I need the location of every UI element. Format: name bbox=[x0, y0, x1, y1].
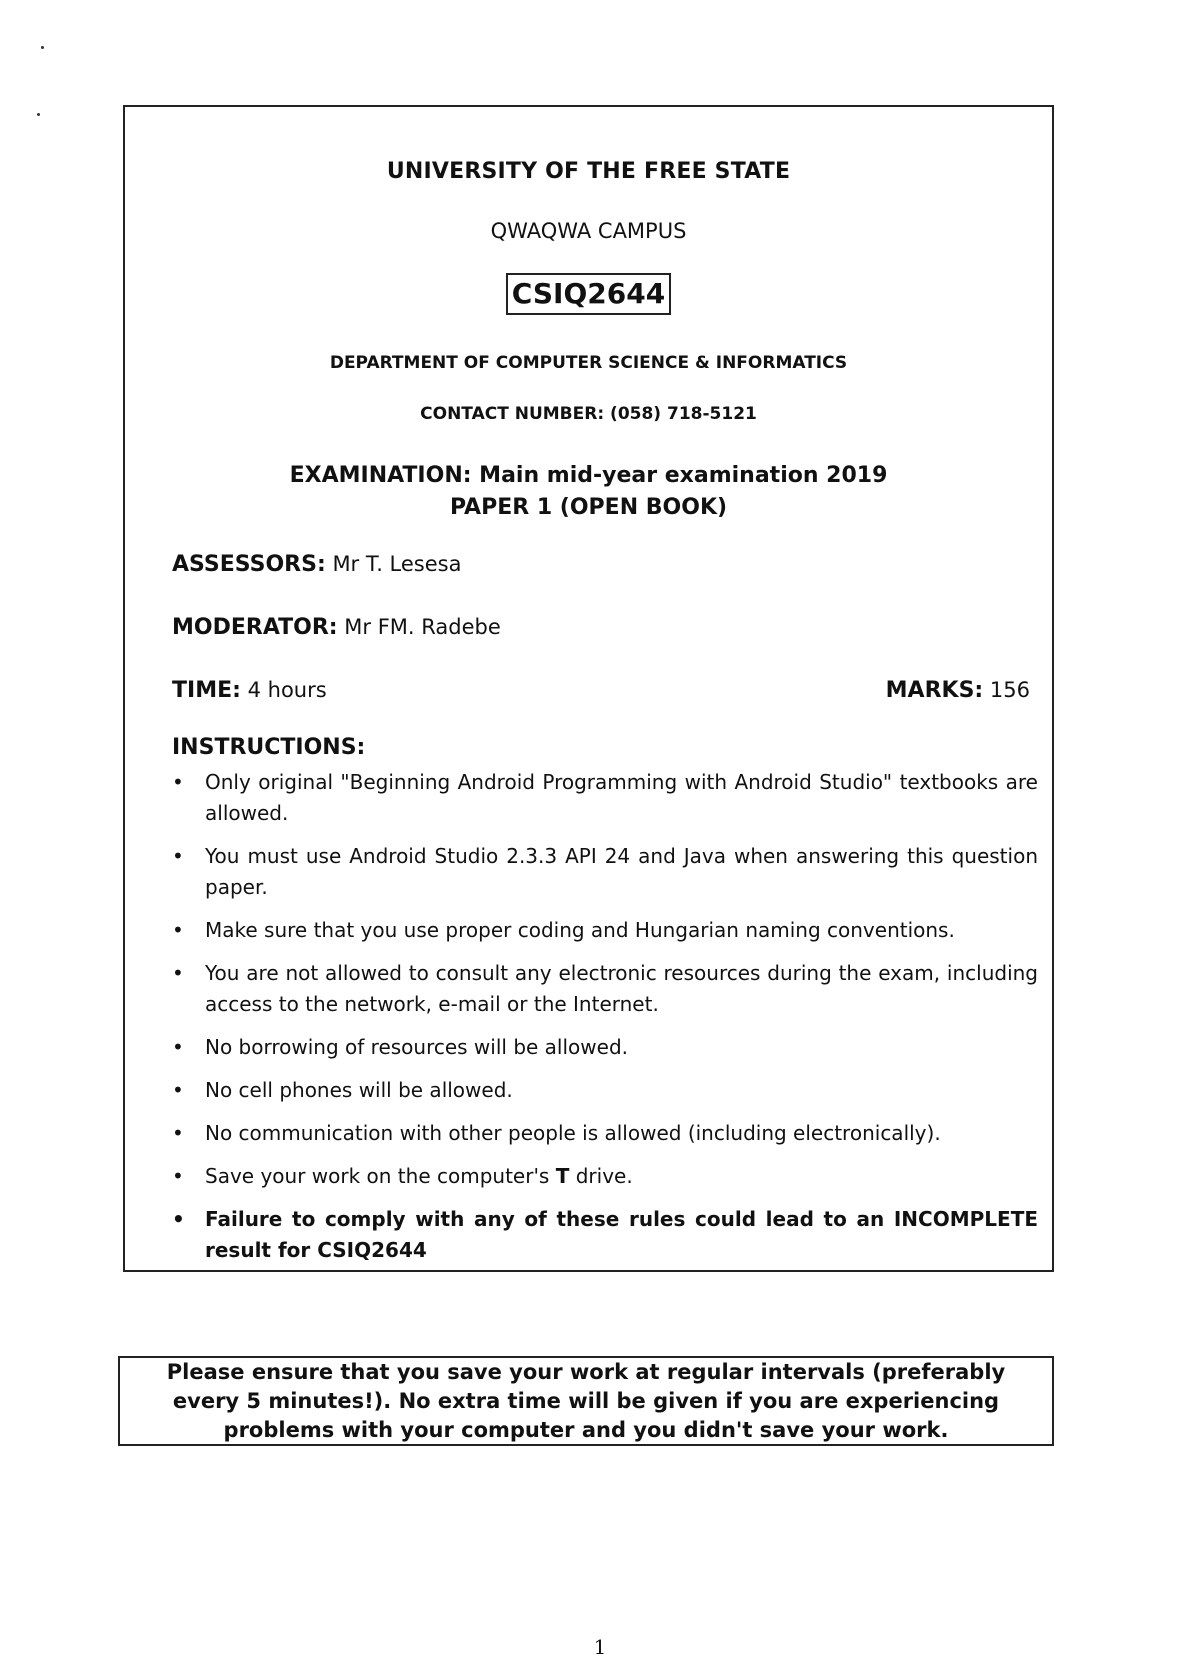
department-name: DEPARTMENT OF COMPUTER SCIENCE & INFORMATICS bbox=[329, 353, 848, 373]
save-notice-text: Please ensure that you save your work at regular intervals (preferably every 5 minutes!). No extra time will be given if you are experiencing problems with your computer and you didn't save your work. bbox=[166, 1359, 1006, 1442]
marks-row bbox=[886, 678, 1030, 703]
instructions-title: INSTRUCTIONS: bbox=[172, 735, 366, 760]
campus-name: QWAQWA CAMPUS bbox=[490, 219, 687, 243]
assessors-value: Mr T. Lesesa bbox=[332, 552, 462, 576]
moderator-row bbox=[172, 615, 501, 640]
bullet: • bbox=[172, 1121, 184, 1145]
instruction-text: Make sure that you use proper coding and Hungarian naming conventions. bbox=[205, 918, 955, 942]
assessors-row bbox=[172, 552, 461, 577]
save-suffix: drive. bbox=[569, 1164, 633, 1188]
instruction-item bbox=[172, 767, 1038, 829]
bullet: • bbox=[172, 1035, 184, 1059]
instruction-text: You must use Android Studio 2.3.3 API 24 and Java when answering this question paper. bbox=[205, 844, 1038, 899]
bullet: • bbox=[172, 844, 184, 868]
scan-speck bbox=[37, 113, 40, 116]
time-row bbox=[172, 678, 327, 703]
bullet: • bbox=[172, 770, 184, 794]
moderator-label: MODERATOR: bbox=[172, 615, 338, 640]
instruction-text: You are not allowed to consult any electronic resources during the exam, including access to the network, e-mail or the Internet. bbox=[205, 961, 1038, 1016]
bullet: • bbox=[172, 1164, 184, 1188]
time-label: TIME: bbox=[172, 678, 241, 703]
bullet: • bbox=[172, 1207, 185, 1231]
instruction-item-failure bbox=[172, 1204, 1038, 1266]
instruction-text: No borrowing of resources will be allowed. bbox=[205, 1035, 628, 1059]
assessors-label: ASSESSORS: bbox=[172, 552, 326, 577]
marks-value: 156 bbox=[989, 678, 1030, 702]
exam-title-line1: EXAMINATION: Main mid-year examination 2019 bbox=[289, 463, 888, 488]
bullet: • bbox=[172, 961, 184, 985]
instruction-text: Only original "Beginning Android Programming with Android Studio" textbooks are allowed. bbox=[205, 770, 1038, 825]
instruction-item bbox=[172, 841, 1038, 903]
instruction-item bbox=[172, 915, 1038, 946]
save-notice-box bbox=[118, 1356, 1054, 1446]
save-drive: T bbox=[555, 1164, 570, 1188]
university-name: UNIVERSITY OF THE FREE STATE bbox=[386, 159, 791, 184]
instruction-text: No communication with other people is allowed (including electronically). bbox=[205, 1121, 941, 1145]
course-code: CSIQ2644 bbox=[506, 273, 671, 315]
exam-title bbox=[125, 460, 1052, 524]
page-number: 1 bbox=[593, 1635, 607, 1659]
exam-cover-box bbox=[123, 105, 1054, 1272]
instructions-list bbox=[172, 767, 1038, 1278]
instruction-item-save bbox=[172, 1161, 1038, 1192]
failure-text: Failure to comply with any of these rules could lead to an INCOMPLETE result for CSIQ2644 bbox=[205, 1207, 1038, 1262]
instruction-item bbox=[172, 1032, 1038, 1063]
instruction-item bbox=[172, 1118, 1038, 1149]
instruction-item bbox=[172, 958, 1038, 1020]
course-code-wrapper bbox=[125, 273, 1052, 315]
instruction-item bbox=[172, 1075, 1038, 1106]
contact-number: CONTACT NUMBER: (058) 718-5121 bbox=[420, 404, 757, 424]
save-prefix: Save your work on the computer's bbox=[205, 1164, 556, 1188]
exam-title-line2: PAPER 1 (OPEN BOOK) bbox=[449, 495, 728, 520]
scan-speck bbox=[41, 46, 44, 49]
instruction-text: No cell phones will be allowed. bbox=[205, 1078, 513, 1102]
time-value: 4 hours bbox=[247, 678, 327, 702]
moderator-value: Mr FM. Radebe bbox=[344, 615, 501, 639]
bullet: • bbox=[172, 1078, 184, 1102]
bullet: • bbox=[172, 918, 184, 942]
marks-label: MARKS: bbox=[885, 678, 984, 703]
